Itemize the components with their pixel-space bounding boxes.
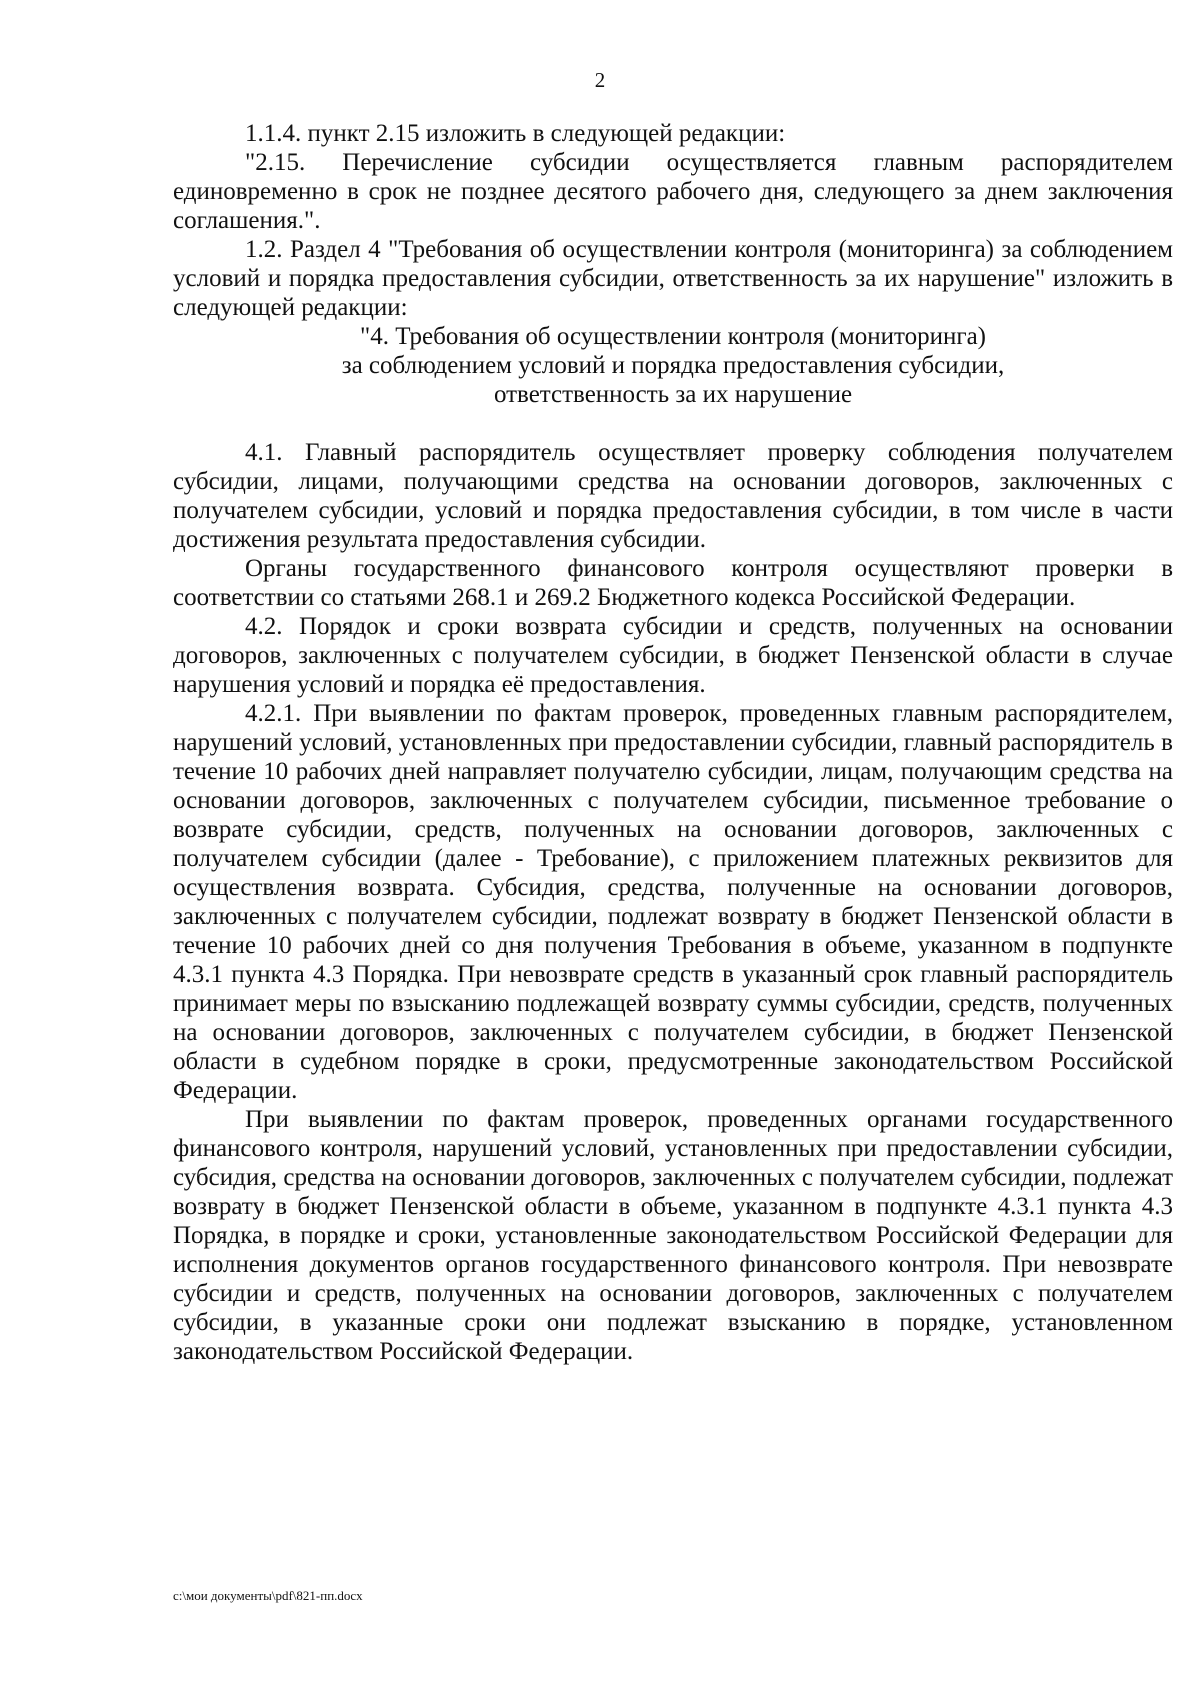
footer-file-path: c:\мои документы\pdf\821-пп.docx <box>173 1588 363 1603</box>
page-number: 2 <box>594 68 606 92</box>
paragraph-2-15: "2.15. Перечисление субсидии осуществляется главным распорядителем единовременно в срок не позднее десятого рабочего дня, следующего за днем заключения соглашения.". <box>173 149 1173 234</box>
paragraph-pri-vyyavlenii: При выявлении по фактам проверок, проведенных органами государственного финансового контроля, нарушений условий, установленных при предоставлении субсидии, субсидия, средства на основании договоров, заключенных с получателем субсидии, подлежат возврату в бюджет Пензенской области в объеме, указанном в подпункте 4.3.1 пункта 4.3 Порядка, в порядке и сроки, установленные законодательством Российской Федерации для исполнения документов органов государственного финансового контроля. При невозврате субсидии и средств, полученных на основании договоров, заключенных с получателем субсидии, в указанные сроки они подлежат взысканию в порядке, установленном законодательством Российской Федерации. <box>173 1106 1173 1365</box>
section-heading-line-1: "4. Требования об осуществлении контроля (мониторинга) <box>359 323 986 350</box>
paragraph-1-2: 1.2. Раздел 4 "Требования об осуществлении контроля (мониторинга) за соблюдением условий и порядка предоставления субсидии, ответственность за их нарушение" изложить в следующей редакции: <box>173 236 1173 321</box>
paragraph-4-1: 4.1. Главный распорядитель осуществляет проверку соблюдения получателем субсидии, лицами, получающими средства на основании договоров, заключенных с получателем субсидии, условий и порядка предоставления субсидии, в том числе в части достижения результата предоставления субсидии. <box>173 439 1173 553</box>
section-heading-line-3: ответственность за их нарушение <box>493 381 853 408</box>
paragraph-4-2: 4.2. Порядок и сроки возврата субсидии и средств, полученных на основании договоров, заключенных с получателем субсидии, в бюджет Пензенской области в случае нарушения условий и порядка её предоставления. <box>173 613 1173 698</box>
document-body <box>173 119 1173 1366</box>
paragraph-4-2-1: 4.2.1. При выявлении по фактам проверок, проведенных главным распорядителем, нарушений условий, установленных при предоставлении субсидии, главный распорядитель в течение 10 рабочих дней направляет получателю субсидии, лицам, получающим средства на основании договоров, заключенных с получателем субсидии, письменное требование о возврате субсидии, средств, полученных на основании договоров, заключенных с получателем субсидии (далее - Требование), с приложением платежных реквизитов для осуществления возврата. Субсидия, средства, полученные на основании договоров, заключенных с получателем субсидии, подлежат возврату в бюджет Пензенской области в течение 10 рабочих дней со дня получения Требования в объеме, указанном в подпункте 4.3.1 пункта 4.3 Порядка. При невозврате средств в указанный срок главный распорядитель принимает меры по взысканию подлежащей возврату суммы субсидии, средств, полученных на основании договоров, заключенных с получателем субсидии, в бюджет Пензенской области в судебном порядке в сроки, предусмотренные законодательством Российской Федерации. <box>173 700 1173 1104</box>
section-heading-line-2: за соблюдением условий и порядка предоставления субсидии, <box>341 352 1005 379</box>
paragraph-organs-control: Органы государственного финансового контроля осуществляют проверки в соответствии со статьями 268.1 и 269.2 Бюджетного кодекса Российской Федерации. <box>173 555 1173 611</box>
paragraph-1-1-4: 1.1.4. пункт 2.15 изложить в следующей редакции: <box>245 120 786 147</box>
